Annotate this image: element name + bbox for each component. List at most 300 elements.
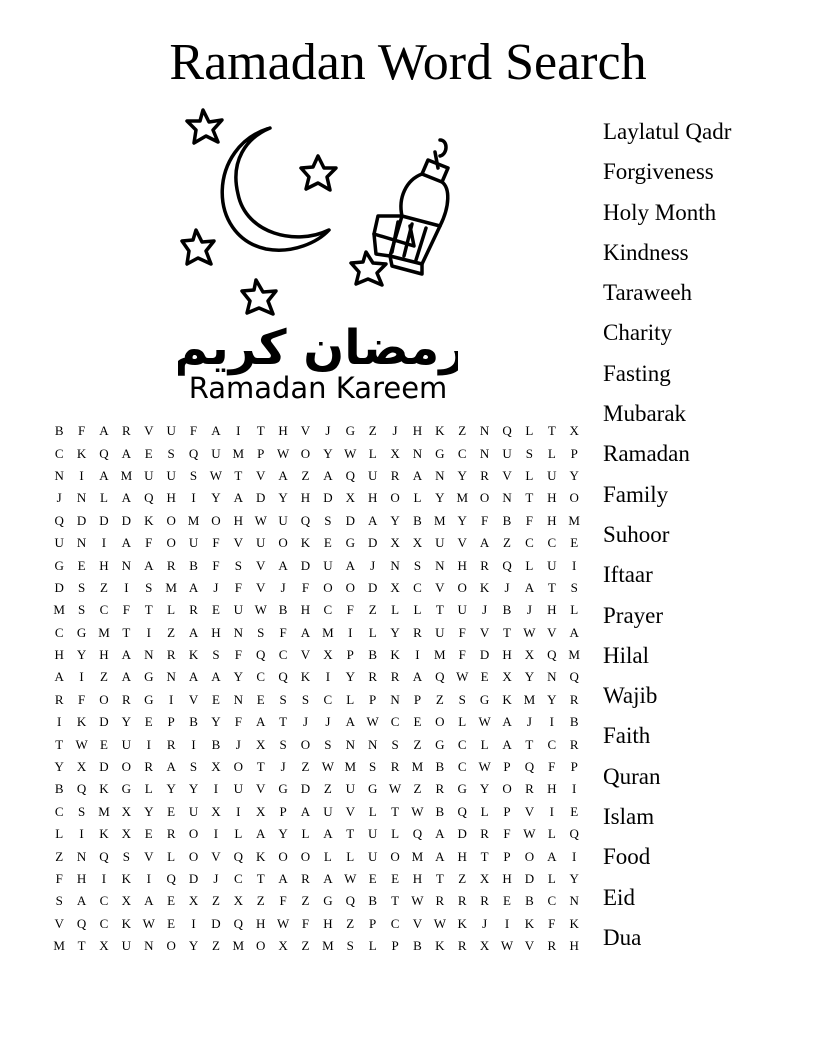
grid-cell[interactable]: O bbox=[569, 490, 579, 506]
grid-cell[interactable]: E bbox=[144, 714, 153, 730]
grid-cell[interactable]: S bbox=[189, 759, 198, 775]
grid-cell[interactable]: Y bbox=[345, 669, 355, 685]
grid-cell[interactable]: P bbox=[369, 691, 377, 707]
grid-cell[interactable]: D bbox=[121, 512, 132, 528]
grid-cell[interactable]: U bbox=[367, 848, 378, 864]
grid-cell[interactable]: Z bbox=[413, 736, 422, 752]
grid-cell[interactable]: A bbox=[99, 423, 109, 439]
grid-cell[interactable]: B bbox=[54, 781, 64, 797]
grid-cell[interactable]: T bbox=[234, 467, 243, 483]
grid-cell[interactable]: R bbox=[390, 467, 400, 483]
grid-cell[interactable]: K bbox=[524, 915, 535, 931]
grid-cell[interactable]: A bbox=[323, 467, 333, 483]
grid-cell[interactable]: N bbox=[121, 557, 132, 573]
grid-cell[interactable]: K bbox=[76, 445, 87, 461]
grid-cell[interactable]: J bbox=[235, 736, 241, 752]
grid-cell[interactable]: N bbox=[547, 669, 557, 685]
grid-cell[interactable]: I bbox=[213, 826, 219, 842]
grid-cell[interactable]: D bbox=[323, 490, 333, 506]
grid-cell[interactable]: L bbox=[167, 602, 176, 618]
grid-cell[interactable]: G bbox=[54, 557, 64, 573]
grid-cell[interactable]: S bbox=[301, 691, 310, 707]
grid-cell[interactable]: R bbox=[166, 826, 176, 842]
grid-cell[interactable]: I bbox=[348, 624, 353, 640]
grid-cell[interactable]: I bbox=[79, 467, 84, 483]
grid-cell[interactable]: O bbox=[345, 579, 355, 595]
grid-cell[interactable]: I bbox=[415, 647, 420, 663]
grid-cell[interactable]: N bbox=[479, 423, 490, 439]
grid-cell[interactable]: W bbox=[142, 915, 155, 931]
grid-cell[interactable]: M bbox=[120, 467, 133, 483]
grid-cell[interactable]: X bbox=[479, 871, 490, 886]
grid-cell[interactable]: B bbox=[189, 557, 198, 573]
grid-cell[interactable]: F bbox=[234, 579, 242, 595]
grid-cell[interactable]: T bbox=[435, 602, 444, 618]
grid-cell[interactable]: Z bbox=[211, 893, 220, 909]
grid-cell[interactable]: M bbox=[456, 490, 468, 506]
grid-cell[interactable]: R bbox=[525, 781, 534, 797]
grid-cell[interactable]: O bbox=[390, 490, 400, 506]
grid-cell[interactable]: M bbox=[322, 624, 334, 640]
grid-cell[interactable]: U bbox=[547, 557, 557, 573]
grid-cell[interactable]: U bbox=[188, 803, 199, 819]
grid-cell[interactable]: V bbox=[54, 915, 64, 931]
grid-cell[interactable]: A bbox=[345, 557, 355, 573]
grid-cell[interactable]: X bbox=[345, 490, 355, 506]
grid-cell[interactable]: B bbox=[525, 893, 534, 909]
grid-cell[interactable]: D bbox=[367, 579, 378, 595]
grid-cell[interactable]: L bbox=[368, 938, 377, 954]
grid-cell[interactable]: W bbox=[456, 669, 469, 685]
grid-cell[interactable]: I bbox=[79, 669, 84, 685]
grid-cell[interactable]: V bbox=[256, 467, 266, 483]
grid-cell[interactable]: J bbox=[213, 871, 219, 886]
grid-cell[interactable]: H bbox=[457, 557, 467, 573]
grid-cell[interactable]: C bbox=[547, 893, 557, 909]
grid-cell[interactable]: I bbox=[101, 535, 107, 551]
grid-cell[interactable]: L bbox=[368, 624, 377, 640]
grid-cell[interactable]: O bbox=[457, 579, 467, 595]
grid-cell[interactable]: D bbox=[479, 647, 490, 663]
grid-cell[interactable]: E bbox=[323, 535, 332, 551]
grid-cell[interactable]: L bbox=[547, 826, 556, 842]
grid-cell[interactable]: O bbox=[188, 848, 199, 864]
grid-cell[interactable]: L bbox=[346, 848, 355, 864]
grid-cell[interactable]: I bbox=[168, 691, 174, 707]
grid-cell[interactable]: E bbox=[144, 445, 153, 461]
grid-cell[interactable]: W bbox=[209, 467, 223, 483]
grid-cell[interactable]: U bbox=[211, 445, 221, 461]
grid-cell[interactable]: M bbox=[187, 512, 200, 528]
grid-cell[interactable]: A bbox=[121, 669, 132, 685]
grid-cell[interactable]: H bbox=[569, 938, 579, 954]
grid-cell[interactable]: O bbox=[233, 759, 244, 775]
grid-cell[interactable]: K bbox=[121, 871, 132, 886]
grid-cell[interactable]: Z bbox=[301, 938, 310, 954]
grid-cell[interactable]: N bbox=[233, 691, 244, 707]
grid-cell[interactable]: L bbox=[100, 490, 108, 506]
grid-cell[interactable]: S bbox=[234, 557, 242, 573]
grid-cell[interactable]: D bbox=[345, 512, 355, 528]
grid-cell[interactable]: I bbox=[572, 848, 577, 864]
grid-cell[interactable]: J bbox=[213, 579, 219, 595]
grid-cell[interactable]: V bbox=[233, 535, 244, 551]
grid-cell[interactable]: L bbox=[458, 714, 467, 730]
grid-cell[interactable]: I bbox=[191, 736, 196, 752]
grid-cell[interactable]: X bbox=[233, 893, 244, 909]
grid-cell[interactable]: G bbox=[76, 624, 87, 640]
grid-cell[interactable]: C bbox=[457, 445, 467, 461]
grid-cell[interactable]: B bbox=[368, 893, 377, 909]
grid-cell[interactable]: Y bbox=[188, 781, 199, 797]
grid-cell[interactable]: Q bbox=[76, 915, 87, 931]
grid-cell[interactable]: U bbox=[121, 736, 132, 752]
grid-cell[interactable]: H bbox=[547, 490, 557, 506]
grid-cell[interactable]: S bbox=[346, 938, 354, 954]
grid-cell[interactable]: V bbox=[457, 535, 467, 551]
grid-cell[interactable]: Q bbox=[166, 871, 176, 886]
grid-cell[interactable]: R bbox=[413, 624, 422, 640]
grid-cell[interactable]: K bbox=[256, 848, 266, 864]
grid-cell[interactable]: C bbox=[233, 871, 243, 886]
grid-cell[interactable]: E bbox=[144, 826, 153, 842]
grid-cell[interactable]: Q bbox=[547, 647, 557, 663]
grid-cell[interactable]: Q bbox=[412, 826, 423, 842]
grid-cell[interactable]: H bbox=[502, 647, 512, 663]
grid-cell[interactable]: O bbox=[300, 848, 311, 864]
grid-cell[interactable]: M bbox=[344, 759, 357, 775]
grid-cell[interactable]: U bbox=[323, 803, 333, 819]
grid-cell[interactable]: K bbox=[569, 915, 579, 931]
grid-cell[interactable]: L bbox=[413, 490, 422, 506]
grid-cell[interactable]: L bbox=[301, 826, 310, 842]
grid-cell[interactable]: Y bbox=[457, 467, 467, 483]
grid-cell[interactable]: Q bbox=[278, 669, 288, 685]
grid-cell[interactable]: P bbox=[167, 714, 175, 730]
grid-cell[interactable]: H bbox=[166, 490, 176, 506]
grid-cell[interactable]: C bbox=[99, 915, 109, 931]
grid-cell[interactable]: B bbox=[189, 714, 198, 730]
grid-cell[interactable]: S bbox=[279, 736, 287, 752]
grid-cell[interactable]: X bbox=[479, 938, 490, 954]
grid-cell[interactable]: P bbox=[570, 759, 578, 775]
grid-cell[interactable]: O bbox=[479, 490, 490, 506]
grid-cell[interactable]: Q bbox=[256, 647, 266, 663]
grid-cell[interactable]: C bbox=[278, 647, 288, 663]
grid-cell[interactable]: W bbox=[75, 736, 88, 752]
grid-cell[interactable]: K bbox=[300, 535, 311, 551]
grid-cell[interactable]: R bbox=[122, 691, 131, 707]
grid-cell[interactable]: G bbox=[367, 781, 378, 797]
grid-cell[interactable]: L bbox=[167, 848, 176, 864]
grid-cell[interactable]: X bbox=[412, 535, 423, 551]
grid-cell[interactable]: H bbox=[502, 871, 512, 886]
grid-cell[interactable]: B bbox=[413, 938, 422, 954]
grid-cell[interactable]: M bbox=[165, 579, 177, 595]
grid-cell[interactable]: T bbox=[435, 871, 444, 886]
grid-cell[interactable]: L bbox=[368, 445, 377, 461]
grid-cell[interactable]: U bbox=[121, 938, 132, 954]
grid-cell[interactable]: Y bbox=[278, 490, 288, 506]
grid-cell[interactable]: O bbox=[166, 938, 176, 954]
grid-cell[interactable]: A bbox=[278, 557, 288, 573]
grid-cell[interactable]: I bbox=[146, 624, 151, 640]
grid-cell[interactable]: A bbox=[345, 714, 355, 730]
grid-cell[interactable]: E bbox=[413, 714, 422, 730]
grid-cell[interactable]: W bbox=[523, 826, 536, 842]
grid-cell[interactable]: Y bbox=[166, 781, 176, 797]
grid-cell[interactable]: R bbox=[457, 893, 467, 909]
grid-cell[interactable]: U bbox=[278, 512, 288, 528]
grid-cell[interactable]: J bbox=[526, 714, 532, 730]
grid-cell[interactable]: L bbox=[55, 826, 64, 842]
grid-cell[interactable]: H bbox=[412, 871, 423, 886]
grid-cell[interactable]: R bbox=[480, 467, 489, 483]
grid-cell[interactable]: M bbox=[568, 647, 580, 663]
grid-cell[interactable]: B bbox=[368, 647, 377, 663]
grid-cell[interactable]: I bbox=[325, 669, 331, 685]
grid-cell[interactable]: N bbox=[345, 736, 355, 752]
grid-cell[interactable]: M bbox=[523, 691, 536, 707]
grid-cell[interactable]: D bbox=[99, 714, 109, 730]
grid-cell[interactable]: M bbox=[53, 938, 65, 954]
grid-cell[interactable]: J bbox=[280, 579, 286, 595]
grid-cell[interactable]: Z bbox=[301, 759, 310, 775]
grid-cell[interactable]: H bbox=[76, 871, 87, 886]
grid-cell[interactable]: C bbox=[323, 691, 333, 707]
grid-cell[interactable]: V bbox=[345, 803, 355, 819]
grid-cell[interactable]: P bbox=[413, 691, 422, 707]
grid-cell[interactable]: R bbox=[390, 759, 400, 775]
grid-cell[interactable]: Y bbox=[211, 714, 221, 730]
grid-cell[interactable]: Z bbox=[256, 893, 265, 909]
grid-cell[interactable]: X bbox=[188, 893, 199, 909]
grid-cell[interactable]: H bbox=[256, 915, 266, 931]
grid-cell[interactable]: H bbox=[99, 557, 109, 573]
grid-cell[interactable]: V bbox=[144, 848, 154, 864]
grid-cell[interactable]: D bbox=[99, 512, 109, 528]
grid-cell[interactable]: K bbox=[188, 647, 199, 663]
grid-cell[interactable]: R bbox=[166, 736, 176, 752]
grid-cell[interactable]: I bbox=[572, 557, 577, 573]
grid-cell[interactable]: G bbox=[435, 736, 445, 752]
grid-cell[interactable]: A bbox=[121, 535, 132, 551]
grid-cell[interactable]: O bbox=[121, 759, 132, 775]
grid-cell[interactable]: W bbox=[276, 445, 290, 461]
grid-cell[interactable]: C bbox=[54, 445, 64, 461]
grid-cell[interactable]: O bbox=[188, 826, 199, 842]
grid-cell[interactable]: C bbox=[525, 535, 534, 551]
grid-cell[interactable]: Y bbox=[479, 781, 490, 797]
grid-cell[interactable]: X bbox=[323, 647, 333, 663]
grid-cell[interactable]: R bbox=[547, 938, 557, 954]
grid-cell[interactable]: Z bbox=[346, 915, 355, 931]
grid-cell[interactable]: Y bbox=[323, 445, 333, 461]
grid-cell[interactable]: L bbox=[346, 691, 355, 707]
grid-cell[interactable]: D bbox=[300, 781, 311, 797]
grid-cell[interactable]: H bbox=[300, 490, 311, 506]
grid-cell[interactable]: A bbox=[233, 490, 244, 506]
grid-cell[interactable]: A bbox=[412, 467, 423, 483]
grid-cell[interactable]: L bbox=[391, 602, 400, 618]
grid-cell[interactable]: A bbox=[188, 579, 199, 595]
grid-cell[interactable]: N bbox=[502, 490, 512, 506]
grid-cell[interactable]: N bbox=[76, 490, 87, 506]
grid-cell[interactable]: Y bbox=[54, 759, 64, 775]
grid-cell[interactable]: T bbox=[547, 423, 556, 439]
grid-cell[interactable]: F bbox=[346, 602, 354, 618]
grid-cell[interactable]: B bbox=[278, 602, 288, 618]
grid-cell[interactable]: L bbox=[480, 736, 489, 752]
grid-cell[interactable]: O bbox=[300, 736, 311, 752]
grid-cell[interactable]: N bbox=[435, 557, 445, 573]
grid-cell[interactable]: A bbox=[76, 893, 87, 909]
grid-cell[interactable]: Z bbox=[368, 423, 377, 439]
grid-cell[interactable]: O bbox=[278, 535, 288, 551]
grid-cell[interactable]: U bbox=[367, 467, 378, 483]
grid-cell[interactable]: D bbox=[188, 871, 199, 886]
grid-cell[interactable]: I bbox=[124, 579, 129, 595]
grid-cell[interactable]: D bbox=[256, 490, 266, 506]
grid-cell[interactable]: X bbox=[524, 647, 535, 663]
grid-cell[interactable]: V bbox=[211, 848, 221, 864]
grid-cell[interactable]: G bbox=[479, 691, 490, 707]
grid-cell[interactable]: X bbox=[390, 579, 400, 595]
grid-cell[interactable]: S bbox=[167, 445, 175, 461]
grid-cell[interactable]: A bbox=[278, 871, 288, 886]
grid-cell[interactable]: U bbox=[457, 602, 467, 618]
grid-cell[interactable]: G bbox=[323, 893, 333, 909]
grid-cell[interactable]: L bbox=[144, 781, 153, 797]
grid-cell[interactable]: V bbox=[256, 781, 266, 797]
grid-cell[interactable]: G bbox=[345, 423, 355, 439]
grid-cell[interactable]: D bbox=[367, 535, 378, 551]
grid-cell[interactable]: L bbox=[525, 557, 534, 573]
grid-cell[interactable]: M bbox=[232, 938, 245, 954]
grid-cell[interactable]: V bbox=[412, 915, 423, 931]
grid-cell[interactable]: F bbox=[77, 423, 86, 439]
grid-cell[interactable]: K bbox=[435, 423, 445, 439]
grid-cell[interactable]: Y bbox=[569, 467, 579, 483]
grid-cell[interactable]: H bbox=[300, 602, 311, 618]
grid-cell[interactable]: H bbox=[457, 848, 467, 864]
grid-cell[interactable]: D bbox=[99, 759, 109, 775]
grid-cell[interactable]: S bbox=[324, 736, 332, 752]
grid-cell[interactable]: T bbox=[480, 848, 489, 864]
grid-cell[interactable]: L bbox=[547, 871, 556, 886]
grid-cell[interactable]: W bbox=[478, 759, 491, 775]
grid-cell[interactable]: M bbox=[434, 647, 446, 663]
grid-cell[interactable]: Z bbox=[368, 602, 377, 618]
grid-cell[interactable]: L bbox=[570, 602, 579, 618]
grid-cell[interactable]: A bbox=[188, 624, 199, 640]
grid-cell[interactable]: V bbox=[502, 467, 512, 483]
grid-cell[interactable]: X bbox=[121, 803, 132, 819]
grid-cell[interactable]: Z bbox=[167, 624, 176, 640]
grid-cell[interactable]: C bbox=[457, 759, 467, 775]
grid-cell[interactable]: Q bbox=[233, 848, 244, 864]
grid-cell[interactable]: J bbox=[325, 423, 331, 439]
grid-cell[interactable]: I bbox=[549, 803, 554, 819]
grid-cell[interactable]: Q bbox=[345, 893, 355, 909]
grid-cell[interactable]: R bbox=[368, 669, 377, 685]
grid-cell[interactable]: C bbox=[54, 624, 64, 640]
grid-cell[interactable]: Y bbox=[233, 669, 244, 685]
grid-cell[interactable]: I bbox=[101, 871, 107, 886]
grid-cell[interactable]: T bbox=[77, 938, 86, 954]
grid-cell[interactable]: T bbox=[391, 893, 400, 909]
grid-cell[interactable]: A bbox=[435, 826, 445, 842]
grid-cell[interactable]: Y bbox=[144, 803, 154, 819]
grid-cell[interactable]: S bbox=[145, 579, 153, 595]
grid-cell[interactable]: K bbox=[144, 512, 154, 528]
grid-cell[interactable]: Y bbox=[121, 714, 132, 730]
grid-cell[interactable]: W bbox=[366, 714, 379, 730]
grid-cell[interactable]: N bbox=[144, 647, 154, 663]
grid-cell[interactable]: W bbox=[433, 915, 446, 931]
grid-cell[interactable]: X bbox=[256, 736, 266, 752]
grid-cell[interactable]: N bbox=[76, 848, 87, 864]
grid-cell[interactable]: T bbox=[391, 803, 400, 819]
grid-cell[interactable]: W bbox=[500, 938, 514, 954]
grid-cell[interactable]: Y bbox=[457, 512, 467, 528]
grid-cell[interactable]: F bbox=[503, 826, 511, 842]
grid-cell[interactable]: E bbox=[211, 602, 220, 618]
grid-cell[interactable]: A bbox=[121, 490, 132, 506]
grid-cell[interactable]: J bbox=[325, 714, 331, 730]
grid-cell[interactable]: Y bbox=[524, 669, 535, 685]
grid-cell[interactable]: U bbox=[166, 423, 176, 439]
grid-cell[interactable]: E bbox=[368, 871, 377, 886]
grid-cell[interactable]: W bbox=[276, 915, 290, 931]
grid-cell[interactable]: X bbox=[121, 893, 132, 909]
grid-cell[interactable]: G bbox=[144, 691, 154, 707]
grid-cell[interactable]: V bbox=[144, 423, 154, 439]
grid-cell[interactable]: H bbox=[323, 915, 333, 931]
grid-cell[interactable]: W bbox=[344, 445, 357, 461]
grid-cell[interactable]: W bbox=[254, 602, 267, 618]
grid-cell[interactable]: W bbox=[411, 803, 424, 819]
grid-cell[interactable]: W bbox=[254, 512, 267, 528]
grid-cell[interactable]: O bbox=[166, 512, 176, 528]
grid-cell[interactable]: F bbox=[481, 512, 489, 528]
grid-cell[interactable]: A bbox=[166, 759, 176, 775]
grid-cell[interactable]: A bbox=[300, 624, 311, 640]
grid-cell[interactable]: E bbox=[100, 736, 108, 752]
grid-cell[interactable]: R bbox=[480, 557, 489, 573]
grid-cell[interactable]: Y bbox=[435, 490, 445, 506]
grid-cell[interactable]: E bbox=[77, 557, 86, 573]
grid-cell[interactable]: C bbox=[390, 714, 400, 730]
grid-cell[interactable]: J bbox=[392, 423, 398, 439]
grid-cell[interactable]: R bbox=[480, 893, 489, 909]
grid-cell[interactable]: T bbox=[547, 579, 556, 595]
grid-cell[interactable]: Z bbox=[301, 467, 310, 483]
grid-cell[interactable]: C bbox=[54, 803, 64, 819]
grid-cell[interactable]: U bbox=[256, 535, 266, 551]
grid-cell[interactable]: A bbox=[367, 512, 378, 528]
grid-cell[interactable]: A bbox=[188, 669, 199, 685]
grid-cell[interactable]: C bbox=[99, 893, 109, 909]
grid-cell[interactable]: C bbox=[413, 579, 422, 595]
grid-cell[interactable]: O bbox=[323, 579, 333, 595]
grid-cell[interactable]: K bbox=[76, 714, 87, 730]
grid-cell[interactable]: A bbox=[99, 467, 109, 483]
grid-cell[interactable]: A bbox=[211, 669, 221, 685]
grid-cell[interactable]: A bbox=[502, 714, 512, 730]
grid-cell[interactable]: F bbox=[301, 579, 310, 595]
grid-cell[interactable]: Q bbox=[188, 445, 199, 461]
